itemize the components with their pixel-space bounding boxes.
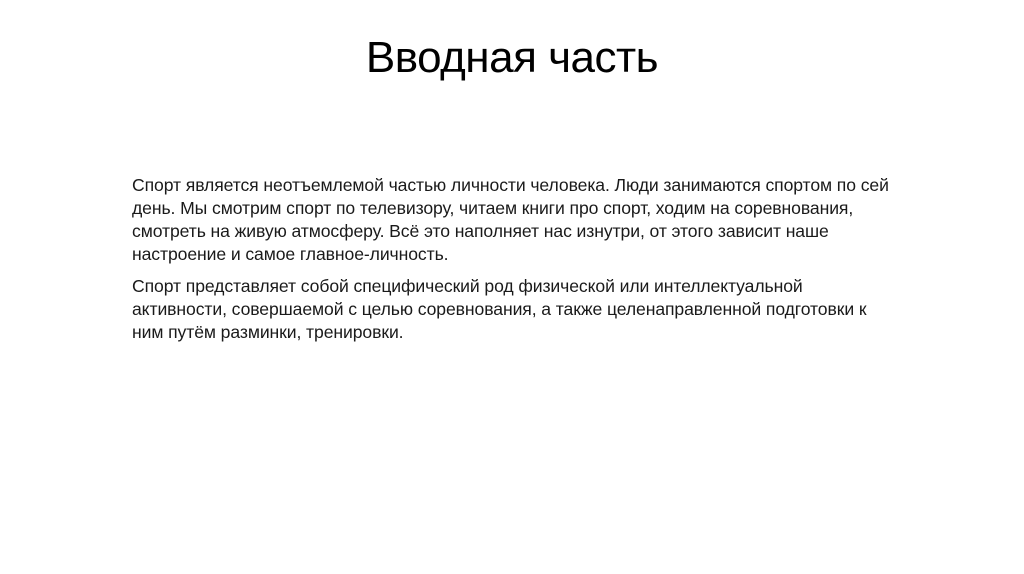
body-paragraph: Спорт представляет собой специфический род физической или интеллектуальной активности, совершаемой с целью соревнования, а также целенаправленной подготовки к ним путём разминки, тренировки. xyxy=(132,276,867,342)
slide-body xyxy=(132,174,902,353)
slide-title: Вводная часть xyxy=(365,33,659,82)
body-paragraph: Спорт является неотъемлемой частью личности человека. Люди занимаются спортом по сей день. Мы смотрим спорт по телевизору, читаем книги про спорт, ходим на соревнования, смотреть на живую атмосферу. Всё это наполняет нас изнутри, от этого зависит наше настроение и самое главное-личность. xyxy=(132,175,889,264)
